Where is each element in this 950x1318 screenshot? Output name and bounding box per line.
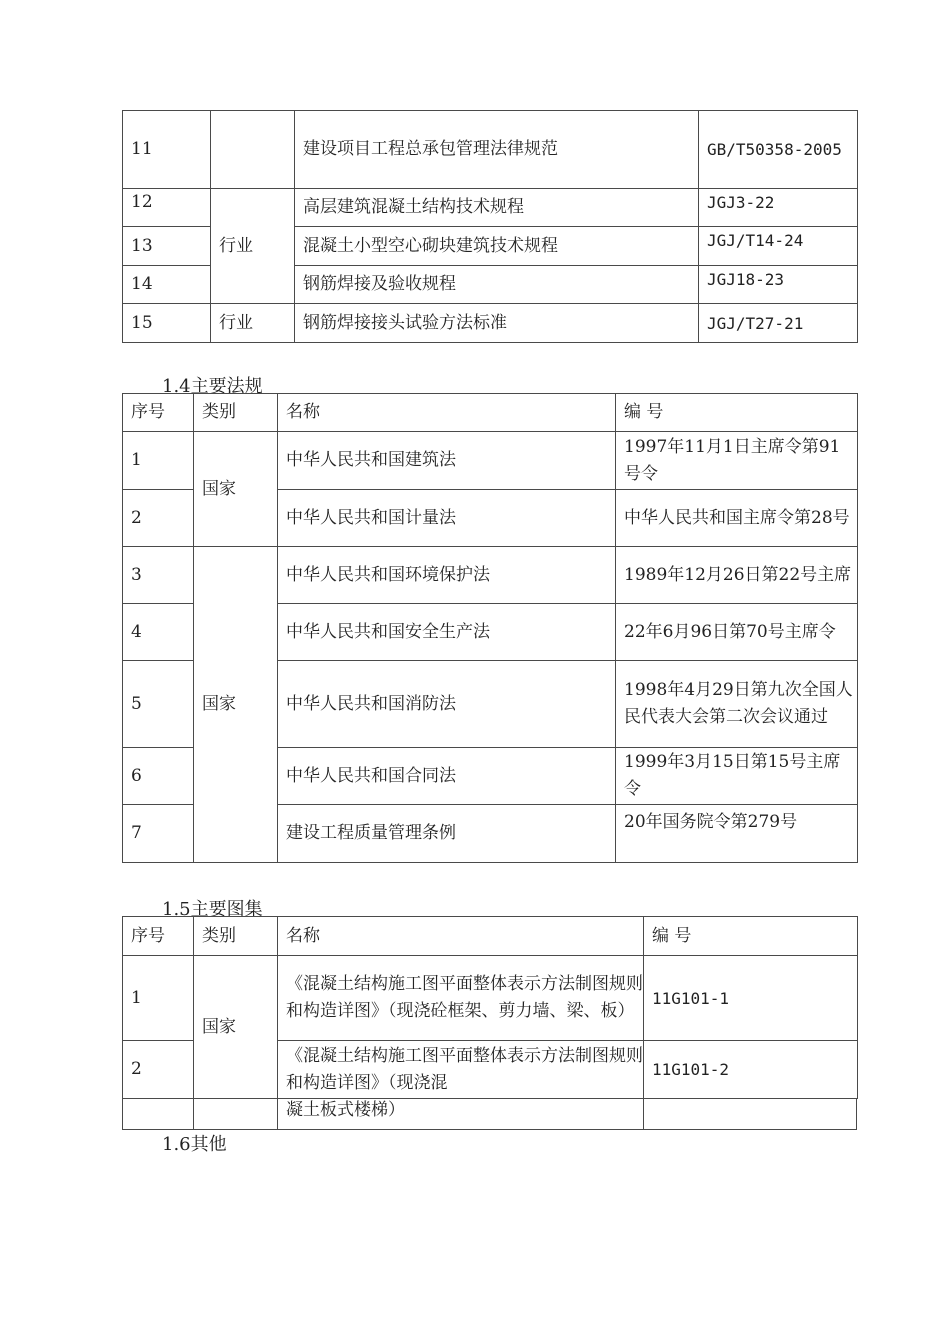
header-category: 类别 — [194, 917, 278, 956]
row-number: 1 — [123, 432, 194, 490]
section-heading-1-4: 1.4主要法规 — [162, 376, 263, 397]
row-number: 11 — [123, 111, 211, 189]
section-heading-1-5: 1.5主要图集 — [162, 899, 263, 920]
table-header-row — [123, 917, 858, 956]
row-code: JGJ/T14-24 — [699, 227, 858, 266]
row-code: 1998年4月29日第九次全国人民代表大会第二次会议通过 — [616, 661, 858, 748]
row-number: 6 — [123, 748, 194, 805]
row-number: 12 — [123, 189, 211, 227]
row-name: 中华人民共和国安全生产法 — [278, 604, 616, 661]
row-number: 3 — [123, 547, 194, 604]
row-number: 4 — [123, 604, 194, 661]
row-name: 建设工程质量管理条例 — [278, 805, 616, 863]
row-code: 1997年11月1日主席令第91号令 — [616, 432, 858, 490]
row-name: 中华人民共和国合同法 — [278, 748, 616, 805]
table-row — [123, 304, 858, 343]
atlas-table-continuation — [122, 1098, 857, 1130]
header-no: 序号 — [123, 917, 194, 956]
row-code: 1989年12月26日第22号主席 — [616, 547, 858, 604]
row-code: GB/T50358-2005 — [699, 111, 858, 189]
row-name: 中华人民共和国环境保护法 — [278, 547, 616, 604]
row-code: JGJ/T27-21 — [699, 304, 858, 343]
row-name: 混凝土小型空心砌块建筑技术规程 — [295, 227, 699, 266]
row-name: 中华人民共和国计量法 — [278, 490, 616, 547]
header-name: 名称 — [278, 394, 616, 432]
row-number: 7 — [123, 805, 194, 863]
row-number: 2 — [123, 1041, 194, 1099]
row-category: 国家 — [194, 432, 278, 547]
standards-table — [122, 110, 858, 343]
row-category: 国家 — [194, 547, 278, 863]
row-code — [644, 1099, 857, 1130]
row-code: 11G101-2 — [644, 1041, 858, 1099]
atlas-table — [122, 916, 858, 1099]
header-no: 序号 — [123, 394, 194, 432]
row-name-continuation: 凝土板式楼梯） — [278, 1099, 644, 1130]
row-name: 《混凝土结构施工图平面整体表示方法制图规则和构造详图》（现浇混 — [278, 1041, 644, 1099]
laws-table — [122, 393, 858, 863]
row-category: 行业 — [211, 304, 295, 343]
table-row — [123, 189, 858, 227]
header-category: 类别 — [194, 394, 278, 432]
table-header-row — [123, 394, 858, 432]
table-row — [123, 1099, 857, 1130]
row-category — [211, 111, 295, 189]
row-name: 钢筋焊接接头试验方法标准 — [295, 304, 699, 343]
table-row — [123, 547, 858, 604]
row-name: 《混凝土结构施工图平面整体表示方法制图规则和构造详图》（现浇砼框架、剪力墙、梁、板） — [278, 956, 644, 1041]
row-name: 中华人民共和国消防法 — [278, 661, 616, 748]
row-name: 钢筋焊接及验收规程 — [295, 266, 699, 304]
row-category — [194, 1099, 278, 1130]
row-number: 13 — [123, 227, 211, 266]
row-code: 1999年3月15日第15号主席令 — [616, 748, 858, 805]
row-code: JGJ3-22 — [699, 189, 858, 227]
row-code: 22年6月96日第70号主席令 — [616, 604, 858, 661]
row-code: JGJ18-23 — [699, 266, 858, 304]
row-code: 中华人民共和国主席令第28号 — [616, 490, 858, 547]
row-category: 行业 — [211, 189, 295, 304]
row-code: 11G101-1 — [644, 956, 858, 1041]
section-heading-1-6: 1.6其他 — [162, 1134, 227, 1155]
row-number: 1 — [123, 956, 194, 1041]
header-name: 名称 — [278, 917, 644, 956]
row-code: 20年国务院令第279号 — [616, 805, 858, 863]
row-number: 2 — [123, 490, 194, 547]
header-code: 编 号 — [644, 917, 858, 956]
table-row — [123, 956, 858, 1041]
row-number — [123, 1099, 194, 1130]
row-number: 14 — [123, 266, 211, 304]
row-name: 高层建筑混凝土结构技术规程 — [295, 189, 699, 227]
table-row — [123, 111, 858, 189]
table-row — [123, 432, 858, 490]
row-number: 5 — [123, 661, 194, 748]
row-number: 15 — [123, 304, 211, 343]
row-name: 中华人民共和国建筑法 — [278, 432, 616, 490]
row-category: 国家 — [194, 956, 278, 1099]
header-code: 编 号 — [616, 394, 858, 432]
row-name: 建设项目工程总承包管理法律规范 — [295, 111, 699, 189]
